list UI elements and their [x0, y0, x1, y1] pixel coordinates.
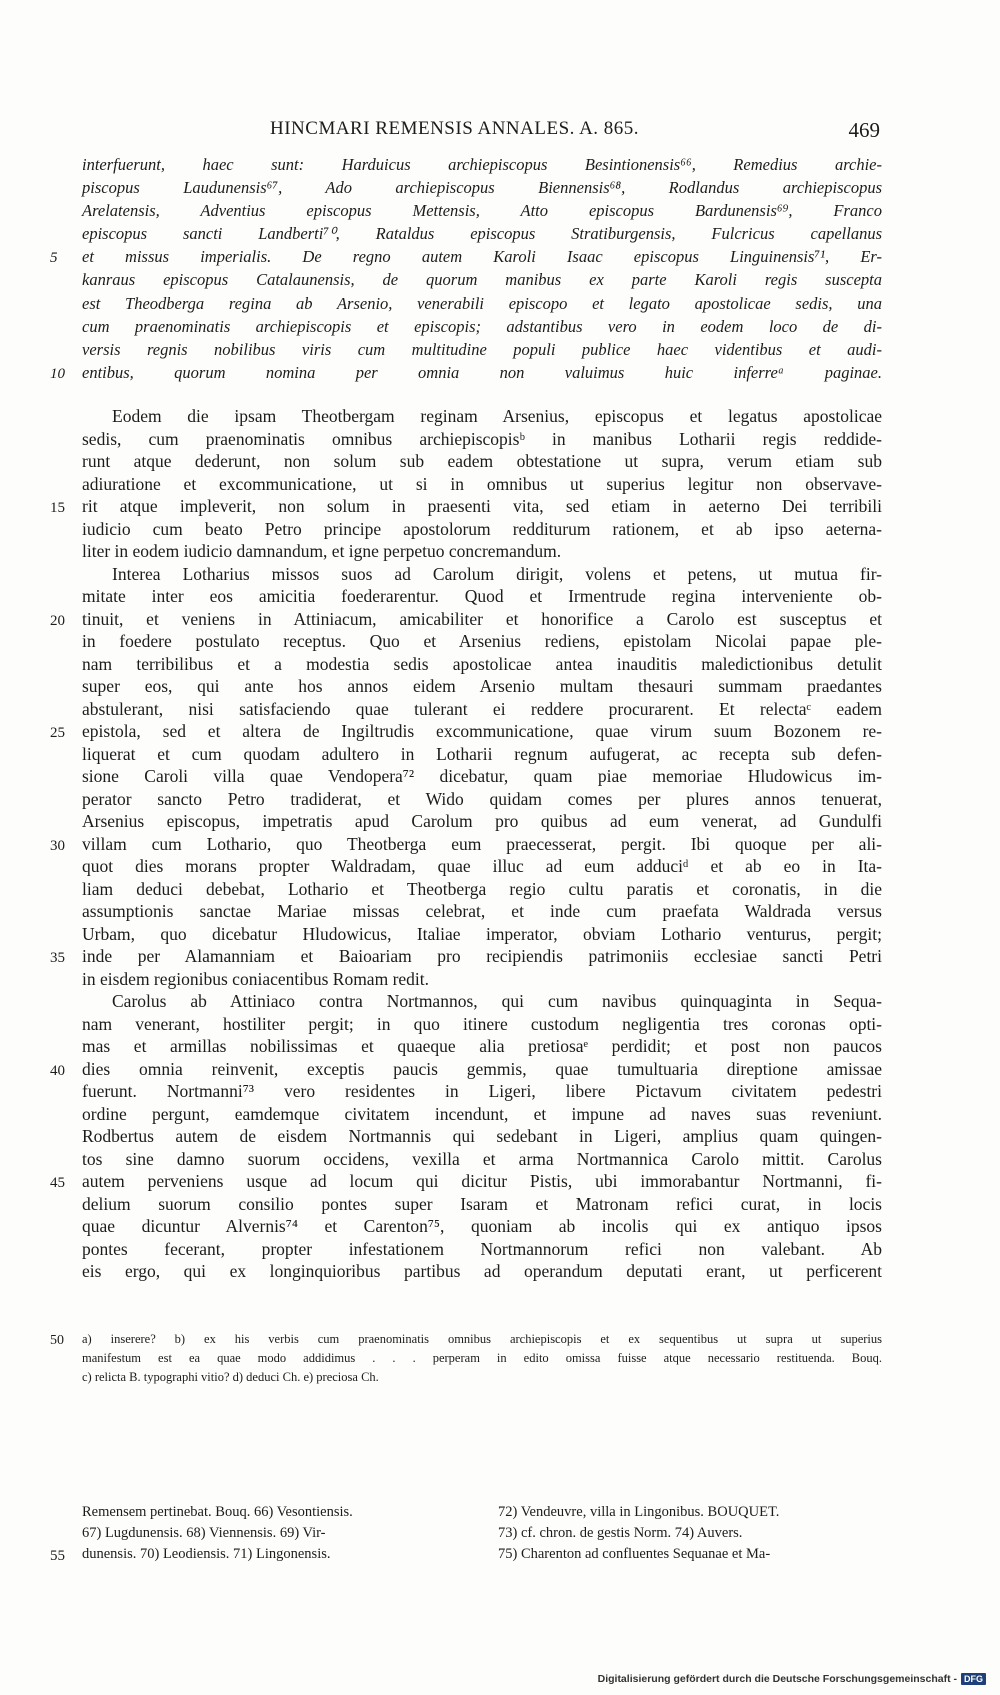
text-line — [82, 855, 882, 878]
line-text: Eodem die ipsam Theotbergam reginam Arsenius, episcopus et legatus apostolicae — [112, 406, 882, 426]
line-text: pontes fecerant, propter infestationem Nortmannorum refici non valebant. Ab — [82, 1238, 882, 1259]
line-number: 10 — [50, 365, 65, 382]
reference-line — [50, 1544, 462, 1565]
text-line — [82, 518, 882, 541]
text-line — [82, 878, 882, 901]
line-number: 35 — [50, 950, 65, 966]
text-line — [82, 405, 882, 428]
text-line — [82, 968, 882, 991]
line-text: 73) cf. chron. de gestis Norm. 74) Auvers. — [498, 1525, 743, 1541]
references-left-column — [50, 1502, 462, 1565]
line-text: sione Caroli villa quae Vendopera⁷² dicebatur, quam piae memoriae Hludowicus im- — [82, 766, 882, 786]
line-text: cum praenominatis archiepiscopis et episcopis; adstantibus vero in eodem loco de di- — [82, 316, 882, 336]
line-text: est Theodberga regina ab Arsenio, venerabili episcopo et legato apostolicae sedis, una — [82, 293, 882, 313]
line-text: super eos, qui ante hos annos eidem Arsenio multam thesauri summam praedantes — [82, 676, 882, 696]
text-line — [82, 653, 882, 676]
footnote-line — [50, 1330, 882, 1349]
italic-line — [82, 199, 882, 222]
text-line — [82, 1035, 882, 1058]
text-line — [82, 698, 882, 721]
line-text: Arsenius episcopus, impetratis apud Carolum pro quibus ad eum venerat, ad Gundulfi — [82, 811, 882, 831]
line-text: et missus imperialis. De regno autem Karoli Isaac episcopus Linguinensis⁷¹, Er- — [82, 247, 882, 267]
line-text: villam cum Lothario, quo Theotberga eum praecesserat, pergit. Ibi quoque per ali- — [82, 833, 882, 854]
line-number: 50 — [50, 1333, 64, 1348]
line-text: perator sancto Petro tradiderat, et Wido quidam comes per plures annos tenuerat, — [82, 788, 882, 809]
line-text: delium suorum consilio pontes super Isaram et Matronam refici curat, in locis — [82, 1193, 882, 1214]
main-text — [50, 405, 882, 1283]
running-title: HINCMARI REMENSIS ANNALES. A. 865. — [270, 118, 640, 139]
italic-line — [82, 176, 882, 199]
page-header — [80, 118, 880, 146]
line-text: tos sine damno suorum occidens, vexilla et arma Nortmannica Carolo mittit. Carolus — [82, 1148, 882, 1169]
line-text: epistola, sed et altera de Ingiltrudis excommunicatione, quae virum suum Bozonem re- — [82, 721, 882, 741]
line-number: 55 — [50, 1548, 65, 1564]
line-text: 75) Charenton ad confluentes Sequanae et Ma- — [498, 1546, 771, 1562]
italic-line — [82, 338, 882, 361]
footnotes — [50, 1330, 882, 1387]
line-text: dies omnia reinvenit, exceptis paucis gemmis, quae tumultuaria direptione amissae — [82, 1058, 882, 1079]
line-text: nam venerant, hostiliter pergit; in quo itinere custodum negligentia tres coronas opti- — [82, 1013, 882, 1034]
text-line — [82, 1103, 882, 1126]
line-number: 20 — [50, 612, 65, 629]
line-text: kanraus episcopus Catalaunensis, de quorum manibus ex parte Karoli regis suscepta — [82, 270, 882, 290]
text-line — [50, 720, 882, 743]
text-line — [50, 945, 882, 968]
reference-line — [498, 1544, 882, 1565]
line-text: piscopus Laudunensis⁶⁷, Ado archiepiscopus Biennensis⁶⁸, Rodlandus archiepiscopus — [82, 178, 882, 198]
text-line — [82, 743, 882, 766]
line-text: inde per Alamanniam et Baioariam pro recipiendis patrimoniis ecclesiae sancti Petri — [82, 946, 882, 966]
line-text: Remensem pertinebat. Bouq. 66) Vesontiensis. — [82, 1504, 353, 1520]
line-text: c) relicta B. typographi vitio? d) deduci Ch. e) preciosa Ch. — [82, 1370, 379, 1384]
credit-text: Digitalisierung gefördert durch die Deutsche Forschungsgemeinschaft - — [597, 1673, 957, 1685]
line-text: quot dies morans propter Waldradam, quae illuc ad eum adduciᵈ et ab eo in Ita- — [82, 856, 882, 876]
line-text: iudicio cum beato Petro principe apostolorum redditurum rationem, et ab ipso aeterna- — [82, 518, 882, 539]
text-line — [82, 810, 882, 833]
line-number: 25 — [50, 725, 65, 741]
line-text: in foedere postulato receptus. Quo et Arsenius rediens, epistolam Nicolai papae ple- — [82, 631, 882, 651]
line-text: sedis, cum praenominatis omnibus archiepiscopisᵇ in manibus Lotharii regis reddide- — [82, 428, 882, 449]
line-text: Interea Lotharius missos suos ad Carolum dirigit, volens et petens, ut mutua fir- — [112, 563, 882, 584]
text-line — [82, 1260, 882, 1283]
italic-line — [50, 245, 882, 268]
line-text: 72) Vendeuvre, villa in Lingonibus. BOUQUET. — [498, 1504, 780, 1520]
text-line — [82, 923, 882, 946]
text-line — [82, 630, 882, 653]
text-line — [50, 1170, 882, 1193]
italic-line — [82, 268, 882, 291]
line-number: 40 — [50, 1062, 65, 1079]
line-text: abstulerant, nisi satisfaciendo quae tulerant ei reddere procurarent. Et relectaᶜ eadem — [82, 698, 882, 719]
text-line — [50, 833, 882, 856]
line-text: assumptionis sanctae Mariae missas celebrat, et inde cum praefata Waldrada versus — [82, 901, 882, 921]
line-text: ordine pergunt, eamdemque civitatem incendunt, et impune ad naves suas reveniunt. — [82, 1103, 882, 1124]
italic-line — [82, 315, 882, 338]
line-text: quae dicuntur Alvernis⁷⁴ et Carenton⁷⁵, quoniam ab incolis qui ex antiquo ipsos — [82, 1216, 882, 1236]
dfg-logo-icon: DFG — [961, 1673, 986, 1685]
text-line — [50, 495, 882, 518]
text-line — [82, 450, 882, 473]
line-text: rit atque impleverit, non solum in praesenti vita, sed etiam in aeterno Dei terribili — [82, 496, 882, 516]
line-text: liam deduci debebat, Lothario et Theotberga regio cultu paratis et coronatis, in die — [82, 878, 882, 899]
line-text: nam terribilibus et a modestia sedis apostolicae antea inauditis maledictionibus detulit — [82, 653, 882, 674]
text-line — [82, 540, 882, 563]
line-text: dunensis. 70) Leodiensis. 71) Lingonensis. — [82, 1546, 331, 1562]
line-text: Arelatensis, Adventius episcopus Mettensis, Atto episcopus Bardunensis⁶⁹, Franco — [82, 201, 882, 221]
text-line — [82, 428, 882, 451]
line-text: a) inserere? b) ex his verbis cum praenominatis omnibus archiepiscopis et ex sequentibus ut supra ut superius — [82, 1332, 882, 1346]
page-number: 469 — [848, 118, 880, 142]
italic-line — [82, 222, 882, 245]
line-text: interfuerunt, haec sunt: Harduicus archiepiscopus Besintionensis⁶⁶, Remedius archie- — [82, 155, 882, 174]
line-number: 45 — [50, 1175, 65, 1191]
line-text: liter in eodem iudicio damnandum, et igne perpetuo concremandum. — [82, 541, 562, 561]
text-line — [82, 1193, 882, 1216]
footnote-line — [82, 1368, 882, 1387]
line-text: versis regnis nobilibus viris cum multitudine populi publice haec videntibus et audi- — [82, 339, 882, 359]
text-line — [50, 1058, 882, 1081]
line-text: tinuit, et veniens in Attiniacum, amicabiliter et honorifice a Carolo est susceptus et — [82, 608, 882, 629]
reference-line — [82, 1502, 462, 1523]
line-text: fuerunt. Nortmanni⁷³ vero residentes in Ligeri, libere Pictavum civitatem pedestri — [82, 1081, 882, 1101]
text-line — [82, 1125, 882, 1148]
line-text: entibus, quorum nomina per omnia non valuimus huic inferreᵃ paginae. — [82, 362, 882, 382]
text-line — [82, 1013, 882, 1036]
line-number: 15 — [50, 500, 65, 516]
italic-line — [82, 292, 882, 315]
reference-line — [82, 1523, 462, 1544]
italic-line — [50, 361, 882, 384]
line-text: liquerat et cum quodam adultero in Lotharii regnum aufugerat, ac recepta sub defen- — [82, 743, 882, 764]
footnote-line — [82, 1349, 882, 1368]
line-text: adiuratione et excommunicatione, ut si in omnibus ut superius legitur non observave- — [82, 473, 882, 494]
line-number: 5 — [50, 250, 58, 267]
text-line — [82, 563, 882, 586]
line-text: Carolus ab Attiniaco contra Nortmannos, qui cum navibus quinquaginta in Sequa- — [112, 991, 882, 1011]
line-number: 30 — [50, 837, 65, 854]
line-text: mas et armillas nobilissimas et quaeque alia pretiosaᵉ perdidit; et post non paucos — [82, 1036, 882, 1056]
reference-line — [498, 1502, 882, 1523]
text-line — [82, 788, 882, 811]
line-text: runt atque dederunt, non solum sub eadem obtestatione ut supra, verum etiam sub — [82, 451, 882, 471]
text-line — [82, 1148, 882, 1171]
text-line — [82, 675, 882, 698]
italic-paragraph — [50, 153, 882, 384]
text-line — [82, 585, 882, 608]
line-text: mitate inter eos amicitia foederarentur. Quod et Irmentrude regina interveniente ob- — [82, 586, 882, 606]
text-line — [82, 1080, 882, 1103]
line-text: 67) Lugdunensis. 68) Viennensis. 69) Vir- — [82, 1525, 326, 1541]
line-text: Rodbertus autem de eisdem Nortmannis qui sedebant in Ligeri, amplius quam quingen- — [82, 1126, 882, 1146]
text-line — [82, 1215, 882, 1238]
line-text: episcopus sancti Landberti⁷⁰, Rataldus episcopus Stratiburgensis, Fulcricus capellanus — [82, 224, 882, 244]
references-right-column — [498, 1502, 882, 1565]
line-text: in eisdem regionibus coniacentibus Romam redit. — [82, 968, 430, 989]
italic-line — [82, 153, 882, 176]
digitization-credit — [598, 1673, 986, 1685]
line-text: manifestum est ea quae modo addidimus . . . perperam in edito omissa fuisse atque necessario restituenda. Bouq. — [82, 1351, 882, 1365]
text-line — [82, 1238, 882, 1261]
text-line — [82, 990, 882, 1013]
text-line — [82, 765, 882, 788]
line-text: Urbam, quo dicebatur Hludowicus, Italiae imperator, obviam Lothario venturus, pergit; — [82, 923, 882, 944]
reference-line — [498, 1523, 882, 1544]
line-text: autem perveniens usque ad locum qui dicitur Pistis, ubi immorabantur Nortmanni, fi- — [82, 1171, 882, 1191]
text-line — [82, 900, 882, 923]
line-text: eis ergo, qui ex longinquioribus partibus ad operandum deputati erant, ut perficerent — [82, 1261, 882, 1281]
text-line — [50, 608, 882, 631]
text-line — [82, 473, 882, 496]
